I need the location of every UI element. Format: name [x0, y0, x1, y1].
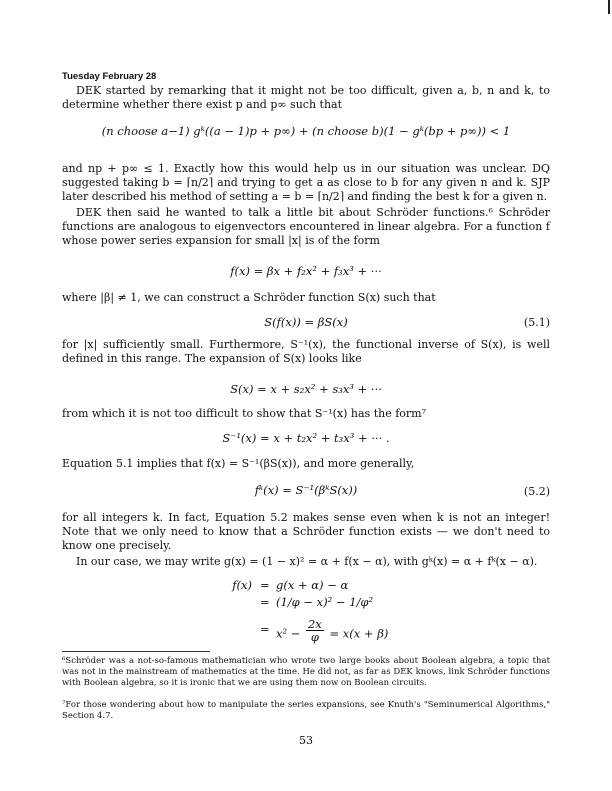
- equation-main: (n choose a−1) gᵏ((a − 1)p + p∞) + (n choose b)(1 − gᵏ(bp + p∞)) < 1: [101, 124, 511, 138]
- section-heading: Tuesday February 28: [62, 71, 157, 82]
- equation-f-series: f(x) = βx + f₂x² + f₃x³ + ···: [230, 264, 382, 278]
- footnote-6: ⁶Schröder was a not-so-famous mathematician who wrote two large books about Boolean algebra, a topic that was not in the mainstream of mathematics at the time. He did not, as far as DEK knows, link Schröder functions with Boolean algebra, so it is ironic that we are using them now on Boolean circuits.: [62, 656, 550, 688]
- page-number: 53: [299, 734, 313, 747]
- equation-5-1-number: (5.1): [523, 316, 550, 329]
- derivation-rhs-2: (1/φ − x)² − 1/φ²: [276, 595, 374, 609]
- paragraph-inverse: for |x| sufficiently small. Furthermore, S⁻¹(x), the functional inverse of S(x), is well defined in this range. The expansion of S(x) looks like: [62, 338, 550, 365]
- derivation-rhs-3: x² − $\frac{2x}{\varphi}$ = x(x + β): [276, 617, 389, 644]
- paragraph-schroder: DEK then said he wanted to talk a little bit about Schröder functions.⁶ Schröder functions are analogous to eigenvectors encountered in linear algebra. For a function f whose power series expansion for small |x| is of the form: [62, 206, 550, 247]
- equation-s-inverse-series: S⁻¹(x) = x + t₂x² + t₃x³ + ··· .: [222, 431, 390, 445]
- paragraph-beta: where |β| ≠ 1, we can construct a Schröder function S(x) such that: [62, 291, 436, 304]
- equation-5-1-body: S(f(x)) = βS(x): [264, 315, 348, 329]
- derivation-row-3: = x² − $\frac{2x}{\varphi}$ = x(x + β): [218, 612, 468, 642]
- footnote-divider: [62, 651, 210, 652]
- derivation-lhs: f(x): [232, 578, 252, 592]
- equation-s-series: S(x) = x + s₂x² + s₃x³ + ···: [230, 382, 382, 396]
- equation-5-2-number: (5.2): [523, 485, 550, 498]
- equation-5-2-body: fᵏ(x) = S⁻¹(βᵏS(x)): [254, 483, 358, 497]
- paragraph-form: from which it is not too difficult to show that S⁻¹(x) has the form⁷: [62, 407, 426, 420]
- scan-edge-mark: [608, 0, 610, 14]
- paragraph-integers: for all integers k. In fact, Equation 5.2 makes sense even when k is not an integer! Note that we only need to know that a Schröder function exists — we don't need to know one precisely.: [62, 511, 550, 552]
- paragraph-method: and np + p∞ ≤ 1. Exactly how this would help us in our situation was unclear. DQ suggested taking b = ⌈n/2⌉ and trying to get a as close to b for any given n and k. SJP later described his method of setting a = b = ⌈n/2⌉ and finding the best k for a given n.: [62, 162, 550, 203]
- equation-5-2: [62, 483, 550, 497]
- paragraph-implies: Equation 5.1 implies that f(x) = S⁻¹(βS(x)), and more generally,: [62, 457, 415, 470]
- paragraph-our-case: In our case, we may write g(x) = (1 − x)² = α + f(x − α), with gᵏ(x) = α + fᵏ(x − α).: [76, 555, 538, 568]
- fraction-2x-over-phi: $\frac{2x}{\varphi}$: [308, 617, 322, 644]
- equation-5-1: [62, 315, 550, 329]
- derivation-rhs-1: g(x + α) − α: [276, 578, 349, 592]
- footnote-7: ⁷For those wondering about how to manipulate the series expansions, see Knuth's "Seminumerical Algorithms," Section 4.7.: [62, 700, 550, 721]
- aligned-derivation: f(x) = g(x + α) − α = (1/φ − x)² − 1/φ² = x² − $\frac{2x}{\varphi}$ = x(x + β): [218, 578, 468, 648]
- paragraph-intro: DEK started by remarking that it might not be too difficult, given a, b, n and k, to determine whether there exist p and p∞ such that: [62, 84, 550, 111]
